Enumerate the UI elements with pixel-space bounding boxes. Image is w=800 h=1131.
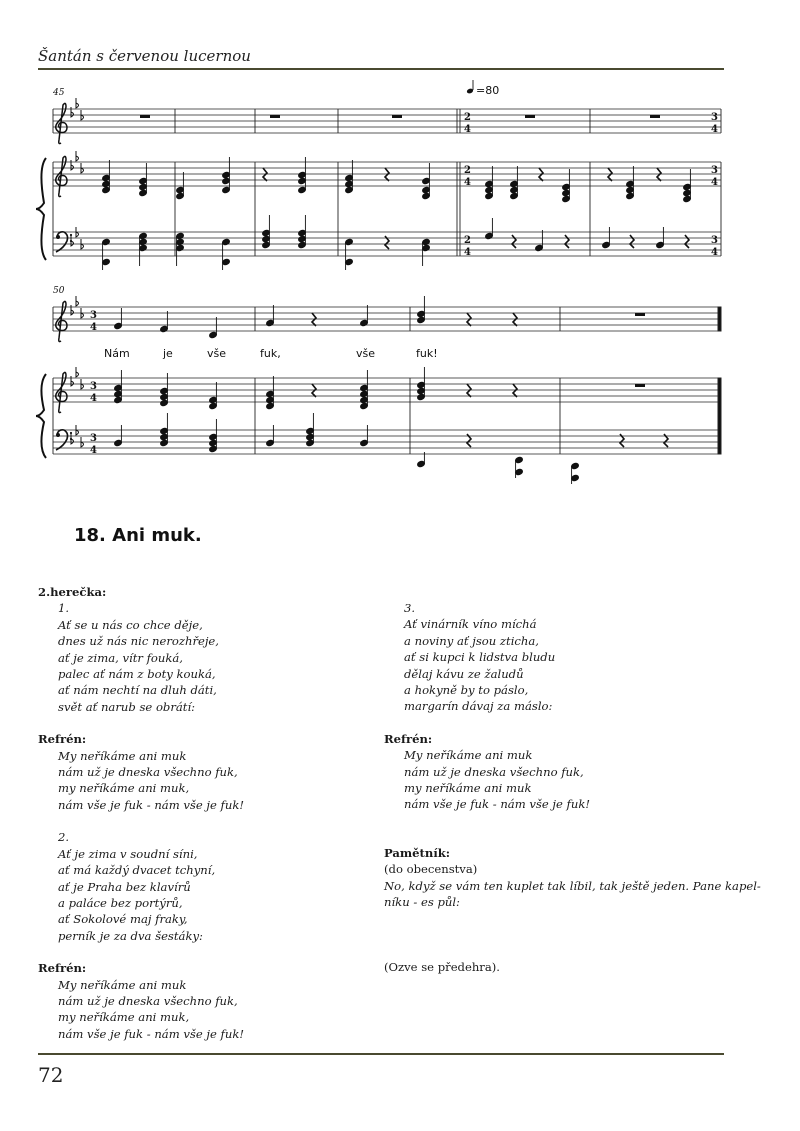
verse-1 (38, 600, 358, 715)
refrain-line: My neříkáme ani muk (58, 748, 187, 763)
verse-line: perník je za dva šestáky: (58, 928, 203, 943)
verse-number: 3. (404, 601, 416, 615)
lyric-syllable: je (163, 347, 173, 360)
quarter-rest-icon (565, 235, 569, 248)
time-signature-bottom: 4 (711, 124, 718, 135)
flat-icon (71, 376, 74, 386)
time-signature-top: 2 (464, 112, 471, 123)
whole-rest-icon (525, 115, 535, 118)
refrain-line: my neříkáme ani muk, (58, 781, 190, 796)
running-title: Šantán s červenou lucernou (38, 47, 251, 65)
music-score (0, 0, 800, 500)
tempo-marking (466, 80, 499, 97)
verse-line: Ať je zima v soudní síni, (58, 846, 198, 861)
quarter-rest-icon (263, 168, 267, 181)
notes (102, 115, 692, 484)
whole-rest-icon (635, 313, 645, 316)
quarter-rest-icon (630, 235, 634, 248)
refrain-line: my neříkáme ani muk (404, 781, 532, 796)
bass-clef-dot (56, 235, 60, 239)
time-signature-top: 3 (90, 310, 97, 321)
time-signature-top: 2 (464, 165, 471, 176)
piano-brace (36, 374, 46, 458)
quarter-rest-icon (685, 235, 689, 248)
verse-line: Ať vinárník víno míchá (404, 617, 537, 632)
lyric-syllable: Nám (104, 347, 130, 360)
speaker-label: 2.herečka: (38, 585, 107, 599)
verse-line: ať si kupci k lidstva bludu (404, 650, 556, 665)
verse-2 (38, 829, 358, 944)
refrain-line: My neříkáme ani muk (58, 977, 187, 992)
verse-line: svět ať narub se obrátí: (58, 699, 196, 714)
flat-icon (76, 98, 79, 108)
quarter-rest-icon (657, 168, 661, 181)
time-signature-bottom: 4 (711, 247, 718, 258)
flat-icon (76, 151, 79, 161)
verse-3 (384, 600, 744, 715)
time-signature-top: 3 (90, 381, 97, 392)
lyric-syllable: vše (207, 347, 227, 360)
quarter-rest-icon (539, 168, 543, 181)
stage-direction: (do obecenstva) (384, 862, 478, 877)
bar-number-50: 50 (53, 286, 65, 296)
flat-icon (71, 434, 74, 444)
time-signature-bottom: 4 (90, 322, 97, 333)
verse-number: 2. (58, 830, 70, 845)
whole-rest-icon (392, 115, 402, 118)
refrain-line: My neříkáme ani muk (404, 748, 533, 763)
time-signature-bottom: 4 (90, 445, 97, 456)
verse-number: 1. (58, 601, 70, 616)
time-signature-bottom: 4 (711, 177, 718, 188)
quarter-rest-icon (312, 313, 316, 326)
flat-icon (71, 305, 74, 315)
final-barline (718, 307, 721, 331)
closing-direction: (Ozve se předehra). (384, 959, 500, 974)
quarter-rest-icon (467, 384, 471, 397)
refrain-3 (384, 747, 744, 813)
staff-lines (53, 109, 721, 454)
flat-icon (71, 236, 74, 246)
refrain-line: my neříkáme ani muk, (58, 1010, 190, 1025)
treble-clef-icon (56, 301, 67, 341)
whole-rest-icon (140, 115, 150, 118)
text-column-right (384, 600, 761, 975)
verse-line: a hokyně by to páslo, (404, 683, 529, 698)
refrain-label: Refrén: (38, 732, 87, 747)
quarter-rest-icon (513, 384, 517, 397)
time-signature-top: 3 (90, 433, 97, 444)
verse-line: a noviny ať jsou zticha, (404, 633, 539, 648)
verse-line: dělaj kávu ze žaludů (404, 666, 524, 681)
flat-icon (71, 107, 74, 117)
footer-rule (38, 1053, 724, 1055)
verse-line: Ať se u nás co chce děje, (58, 617, 203, 632)
verse-line: ať nám nechtí na dluh dáti, (58, 683, 217, 698)
quarter-rest-icon (608, 168, 612, 181)
treble-clef-icon (56, 156, 67, 196)
time-signature-bottom: 4 (464, 124, 471, 135)
whole-rest-icon (650, 115, 660, 118)
treble-clef-icon (56, 103, 67, 143)
spoken-line (384, 878, 761, 911)
bar-number-45: 45 (53, 88, 65, 98)
time-signatures (90, 112, 718, 456)
refrain-2 (38, 977, 358, 1043)
refrain-line: nám už je dneska všechno fuk, (404, 764, 584, 779)
time-signature-top: 3 (711, 235, 718, 246)
refrain-label: Refrén: (384, 731, 433, 746)
time-signature-bottom: 4 (90, 393, 97, 404)
verse-line: margarín dávaj za máslo: (404, 699, 553, 714)
song-title: 18. Ani muk. (74, 525, 202, 546)
refrain-line: nám vše je fuk - nám vše je fuk! (58, 1026, 245, 1041)
refrain-1 (38, 748, 358, 814)
verse-line: ať má každý dvacet tchyní, (58, 863, 216, 878)
clefs (36, 98, 84, 458)
quarter-rest-icon (512, 235, 516, 248)
verse-line: ať je zima, vítr fouká, (58, 650, 183, 665)
refrain-line: nám už je dneska všechno fuk, (58, 993, 238, 1008)
verse-line: palec ať nám z boty kouká, (58, 667, 216, 682)
time-signature-top: 2 (464, 235, 471, 246)
bass-clef-icon (56, 430, 68, 450)
page-number: 72 (38, 1063, 64, 1087)
spoken-line-part: No, když se vám ten kuplet tak líbil, tak ještě jeden. Pane kapel- (384, 878, 761, 893)
quarter-rest-icon (312, 384, 316, 397)
verse-line: a paláce bez portýrů, (58, 895, 183, 910)
flat-icon (71, 160, 74, 170)
time-signature-top: 3 (711, 165, 718, 176)
time-signature-bottom: 4 (464, 247, 471, 258)
bass-clef-dot (70, 234, 72, 236)
quarter-rest-icon (385, 168, 389, 181)
lyrics (104, 347, 438, 360)
bass-clef-dot (56, 433, 60, 437)
spoken-line-part: níku - es půl: (384, 895, 460, 910)
bass-clef-icon (56, 232, 68, 252)
final-barline (718, 378, 721, 454)
speaker-label: Pamětník: (384, 845, 451, 860)
whole-rest-icon (635, 384, 645, 387)
quarter-rest-icon (467, 313, 471, 326)
refrain-line: nám už je dneska všechno fuk, (58, 765, 238, 780)
time-signature-top: 3 (711, 112, 718, 123)
verse-line: ať je Praha bez klavírů (58, 879, 191, 894)
treble-clef-icon (56, 372, 67, 412)
text-column-left (38, 584, 358, 1042)
flat-icon (76, 367, 79, 377)
lyric-syllable: fuk! (416, 347, 438, 360)
flat-icon (76, 296, 79, 306)
refrain-line: nám vše je fuk - nám vše je fuk! (404, 797, 591, 812)
quarter-rest-icon (513, 313, 517, 326)
piano-brace (36, 158, 46, 260)
lyric-syllable: vše (356, 347, 376, 360)
whole-rest-icon (270, 115, 280, 118)
time-signature-bottom: 4 (464, 177, 471, 188)
tempo-value: =80 (476, 84, 500, 97)
verse-line: dnes už nás nic nerozhřeje, (58, 634, 219, 649)
refrain-label: Refrén: (38, 961, 87, 976)
refrain-line: nám vše je fuk - nám vše je fuk! (58, 797, 245, 812)
lyric-syllable: fuk, (260, 347, 281, 360)
bass-clef-dot (70, 432, 72, 434)
verse-line: ať Sokolové maj fraky, (58, 912, 188, 927)
